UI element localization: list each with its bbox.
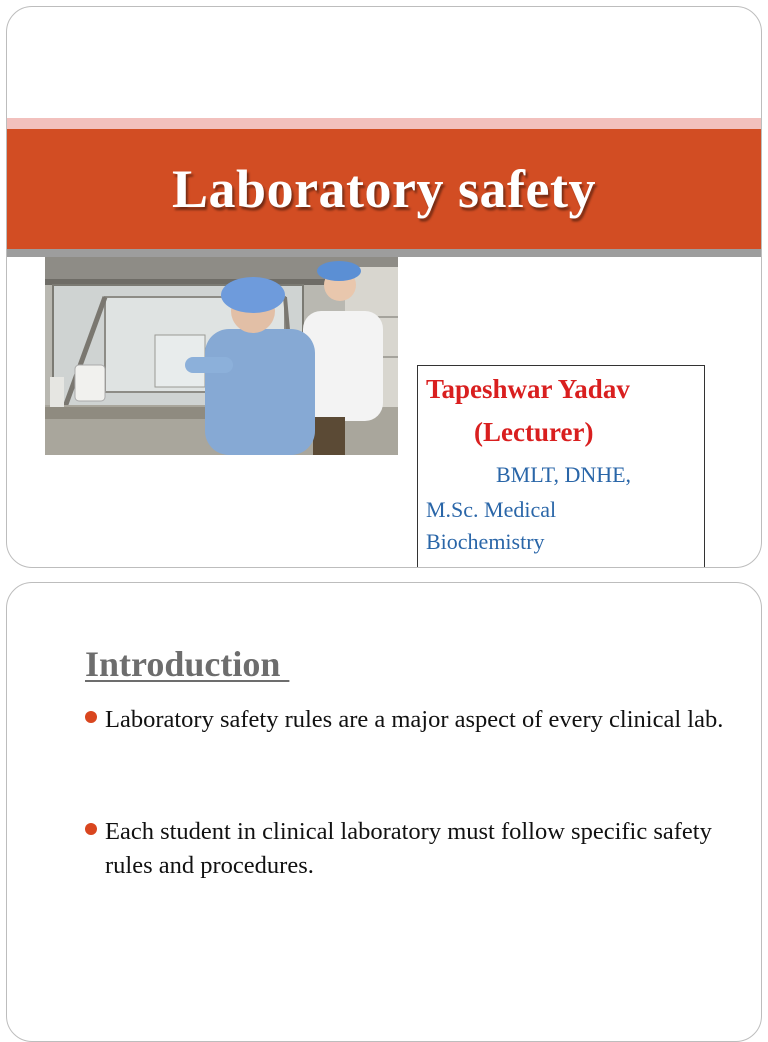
author-info-box <box>417 365 705 568</box>
author-qualifications-line3: Biochemistry <box>426 529 545 554</box>
accent-strip <box>7 118 761 129</box>
introduction-slide <box>6 582 762 1042</box>
bullet-item <box>85 703 725 737</box>
bullet-dot-icon <box>85 823 97 835</box>
bullet-text: Laboratory safety rules are a major aspect of every clinical lab. <box>105 706 724 733</box>
bullet-dot-icon <box>85 711 97 723</box>
lab-photo <box>45 257 398 455</box>
divider-strip <box>7 249 761 257</box>
author-qualifications: BMLT, DNHE, <box>496 462 632 487</box>
slide-title: Laboratory safety <box>172 159 596 219</box>
title-band <box>7 129 761 249</box>
slide-heading: Introduction <box>85 644 290 684</box>
lab-photo-icon <box>45 257 398 455</box>
author-qualifications-line2: M.Sc. Medical <box>426 497 557 522</box>
title-slide <box>6 6 762 568</box>
bullet-item <box>85 815 725 883</box>
author-role: (Lecturer) <box>474 417 594 447</box>
bullet-text: Each student in clinical laboratory must follow specific safety rules and procedures. <box>105 818 712 879</box>
author-name: Tapeshwar Yadav <box>426 374 630 404</box>
